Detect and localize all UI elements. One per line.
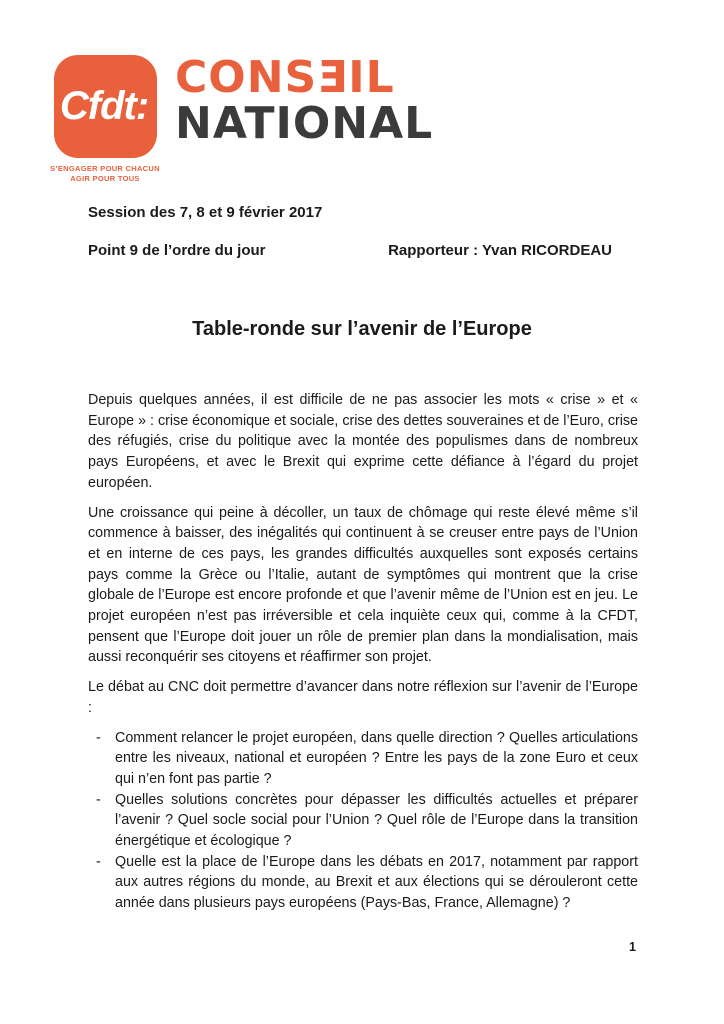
- document-body: [88, 390, 638, 914]
- cfdt-logo: [54, 55, 157, 158]
- paragraph-2: Une croissance qui peine à décoller, un taux de chômage qui reste élevé même s’il commence à baisser, des inégalités qui continuent à se creuser entre pays de l’Union et en interne de ces pays, les grandes difficultés auxquelles sont exposés certains pays comme la Grèce ou l’Italie, autant de symptômes qui montrent que la crise globale de l’Europe est encore profonde et que l’avenir même de l’Union est en jeu. Le projet européen n’est pas irréversible et cela inquiète ceux qui, comme à la CFDT, pensent que l’Europe doit jouer un rôle de premier plan dans la mondialisation, mais aussi reconquérir ses citoyens et réaffirmer son projet.: [88, 504, 638, 666]
- list-item: [88, 790, 638, 852]
- list-item-text: Quelle est la place de l’Europe dans les débats en 2017, notamment par rapport aux autres régions du monde, au Brexit et aux élections qui se dérouleront cette année dans plusieurs pays européens (Pays-Bas, France, Allemagne) ?: [115, 853, 638, 912]
- question-list: [88, 728, 638, 914]
- list-item: [88, 852, 638, 914]
- rapporteur: Rapporteur : Yvan RICORDEAU: [388, 242, 612, 259]
- brand-title: [175, 52, 434, 149]
- list-item: [88, 728, 638, 790]
- brand-title-national: NATIONAL: [175, 98, 434, 149]
- agenda-row: [88, 242, 612, 259]
- page-number: 1: [629, 940, 636, 954]
- cfdt-logo-text: Cfdt:: [59, 84, 149, 128]
- dash-marker: -: [96, 853, 101, 870]
- list-item-text: Quelles solutions concrètes pour dépasser les difficultés actuelles et préparer l’avenir ? Quel socle social pour l’Union ? Quel rôle de l’Europe dans la transition énergétique et écologique ?: [115, 791, 638, 850]
- document-title: Table-ronde sur l’avenir de l’Europe: [192, 318, 532, 340]
- session-date: Session des 7, 8 et 9 février 2017: [88, 204, 323, 221]
- tagline-line-2: AGIR POUR TOUS: [70, 173, 140, 183]
- list-item-text: Comment relancer le projet européen, dans quelle direction ? Quelles articulations entre les niveaux, national et européen ? Entre les pays de la zone Euro et ceux qui n’en font pas partie ?: [115, 729, 638, 787]
- tagline-line-1: S’ENGAGER POUR CHACUN: [50, 164, 160, 173]
- paragraph-3-intro: Le débat au CNC doit permettre d’avancer dans notre réflexion sur l’avenir de l’Europe :: [88, 679, 638, 716]
- cfdt-tagline: [22, 164, 188, 183]
- dash-marker: -: [96, 729, 101, 746]
- paragraph-1: Depuis quelques années, il est difficile de ne pas associer les mots « crise » et « Europe » : crise économique et sociale, crise des dettes souveraines et de l’Euro, crise des réfugiés, crise du politique avec la montée des populismes dans de nombreux pays Européens, et avec le Brexit qui exprime cette défiance à l’égard du projet européen.: [88, 392, 638, 491]
- brand-title-conseil: CONSƎIL: [175, 52, 395, 103]
- dash-marker: -: [96, 791, 101, 808]
- agenda-point: Point 9 de l’ordre du jour: [88, 242, 266, 259]
